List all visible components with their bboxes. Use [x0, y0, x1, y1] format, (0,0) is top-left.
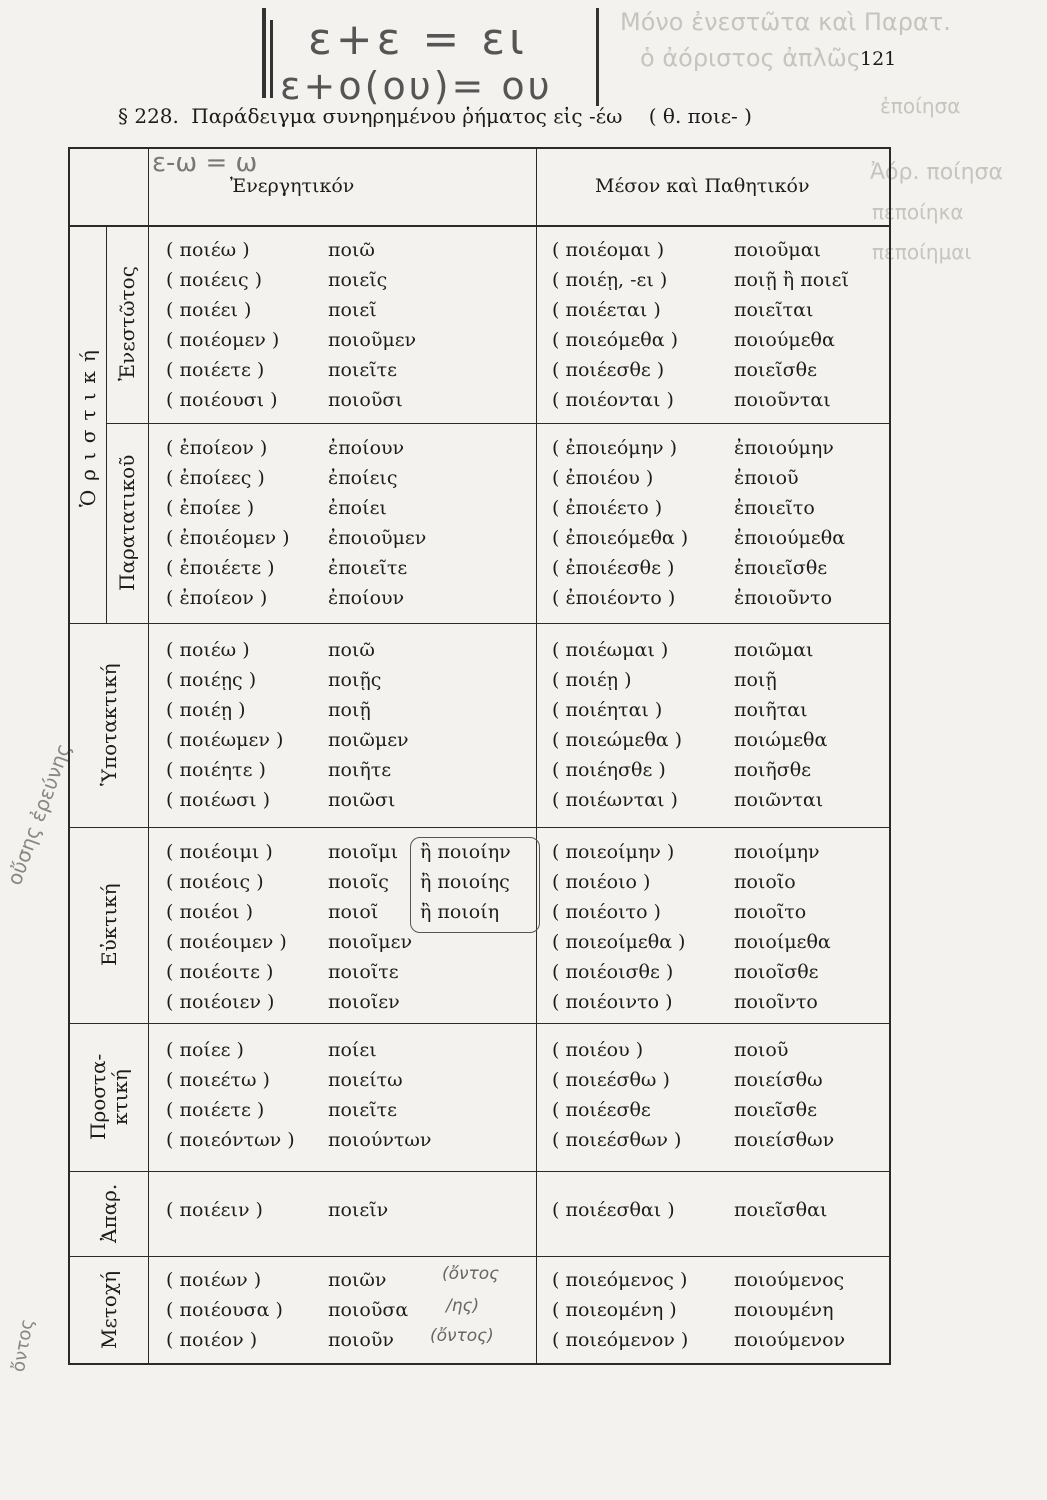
subjunctive-middle-uncontracted-cell: ( ποιέῃ )	[552, 669, 632, 691]
present-active-contracted-cell: ποιεῖς	[328, 269, 388, 291]
imperative-active-uncontracted-cell: ( ποιέετε )	[166, 1099, 265, 1121]
optative-active-uncontracted-cell: ( ποιέοιτε )	[166, 961, 274, 983]
present-active-uncontracted-cell: ( ποιέομεν )	[166, 329, 280, 351]
participle-middle-uncontracted-cell: ( ποιεόμενον )	[552, 1329, 689, 1351]
subjunctive-middle-uncontracted-cell: ( ποιέωμαι )	[552, 639, 669, 661]
imperfect-middle-uncontracted-cell: ( ἐποιεόμεθα )	[552, 527, 689, 549]
optative-middle-uncontracted-cell: ( ποιέοιο )	[552, 871, 651, 893]
label-imperative: Προστα- κτική	[86, 1053, 132, 1141]
section-number: § 228.	[118, 104, 179, 128]
optative-active-uncontracted-cell: ( ποιέοις )	[166, 871, 264, 893]
imperfect-active-uncontracted-cell: ( ἐποίεε )	[166, 497, 255, 519]
imperative-middle-uncontracted-cell: ( ποιεέσθω )	[552, 1069, 670, 1091]
label-infinitive: Ἀπαρ.	[97, 1183, 121, 1244]
imperfect-middle-contracted-cell: ἐποιοῦντο	[734, 587, 833, 609]
imperfect-middle-uncontracted-cell: ( ἐποιέετο )	[552, 497, 663, 519]
row-divider	[70, 1171, 889, 1172]
imperative-active-uncontracted-cell: ( ποίεε )	[166, 1039, 244, 1061]
imperative-active-uncontracted-cell: ( ποιεόντων )	[166, 1129, 295, 1151]
subjunctive-middle-contracted-cell: ποιώμεθα	[734, 729, 828, 751]
subjunctive-middle-contracted-cell: ποιῇ	[734, 669, 777, 691]
participle-middle-contracted-cell: ποιούμενος	[734, 1269, 845, 1291]
imperative-middle-uncontracted-cell: ( ποιεέσθων )	[552, 1129, 682, 1151]
optative-middle-uncontracted-cell: ( ποιεοίμεθα )	[552, 931, 686, 953]
imperfect-middle-contracted-cell: ἐποιούμεθα	[734, 527, 846, 549]
optative-middle-contracted-cell: ποιοίμεθα	[734, 931, 831, 953]
subjunctive-middle-contracted-cell: ποιῶμαι	[734, 639, 814, 661]
subjunctive-active-uncontracted-cell: ( ποιέωμεν )	[166, 729, 284, 751]
imperative-active-contracted-cell: ποίει	[328, 1039, 377, 1061]
imperfect-active-contracted-cell: ἐποίουν	[328, 587, 405, 609]
handwritten-bar-left	[262, 8, 266, 98]
faint-handwriting: πεποίηκα	[872, 200, 964, 224]
faint-handwriting: οὔσης ἐρεύνης	[2, 740, 76, 889]
optative-active-contracted-cell: ποιοῖς	[328, 871, 389, 893]
present-middle-uncontracted-cell: ( ποιεόμεθα )	[552, 329, 679, 351]
imperfect-active-uncontracted-cell: ( ἐποιέετε )	[166, 557, 275, 579]
imperative-active-contracted-cell: ποιούντων	[328, 1129, 432, 1151]
page-number: 121	[860, 48, 897, 70]
handwritten-participle-note: (ὄντος	[442, 1264, 500, 1284]
optative-active-contracted-cell: ποιοῖεν	[328, 991, 400, 1013]
faint-handwriting: πεποίημαι	[872, 240, 972, 264]
middle-passive-header: Μέσον καὶ Παθητικόν	[595, 175, 810, 197]
imperative-active-contracted-cell: ποιεῖτε	[328, 1099, 398, 1121]
section-title: Παράδειγμα συνηρημένου ῥήματος εἰς -έω	[191, 104, 623, 128]
imperfect-active-contracted-cell: ἐποίεις	[328, 467, 398, 489]
imperfect-middle-uncontracted-cell: ( ἐποιέου )	[552, 467, 654, 489]
subjunctive-active-uncontracted-cell: ( ποιέητε )	[166, 759, 266, 781]
present-middle-contracted-cell: ποιεῖσθε	[734, 359, 817, 381]
imperative-middle-uncontracted-cell: ( ποιέου )	[552, 1039, 644, 1061]
subjunctive-middle-uncontracted-cell: ( ποιέησθε )	[552, 759, 666, 781]
row-divider	[70, 623, 889, 624]
optative-active-uncontracted-cell: ( ποιέοιμι )	[166, 841, 273, 863]
present-middle-uncontracted-cell: ( ποιέομαι )	[552, 239, 665, 261]
handwritten-omega-rule: ε-ω = ω	[152, 148, 258, 178]
present-middle-uncontracted-cell: ( ποιέεται )	[552, 299, 661, 321]
subjunctive-active-contracted-cell: ποιῇ	[328, 699, 371, 721]
optative-active-contracted-cell: ποιοῖμι	[328, 841, 399, 863]
row-divider	[70, 1023, 889, 1024]
optative-middle-contracted-cell: ποιοῖο	[734, 871, 796, 893]
faint-handwriting: Ἀόρ. ποίησα	[870, 160, 1003, 185]
imperative-active-contracted-cell: ποιείτω	[328, 1069, 403, 1091]
subjunctive-middle-uncontracted-cell: ( ποιέηται )	[552, 699, 663, 721]
present-middle-uncontracted-cell: ( ποιέῃ, -ει )	[552, 269, 668, 291]
subjunctive-active-contracted-cell: ποιῶμεν	[328, 729, 409, 751]
participle-middle-uncontracted-cell: ( ποιεόμενος )	[552, 1269, 688, 1291]
present-active-contracted-cell: ποιεῖ	[328, 299, 377, 321]
infinitive-active-uncontracted-cell: ( ποιέειν )	[166, 1199, 263, 1221]
faint-handwriting: Μόνο ἐνεστῶτα καὶ Παρατ.	[620, 8, 951, 36]
optative-alternative-form: ἢ ποιοίης	[420, 871, 510, 893]
subjunctive-active-uncontracted-cell: ( ποιέω )	[166, 639, 250, 661]
optative-middle-contracted-cell: ποιοῖσθε	[734, 961, 819, 983]
optative-middle-contracted-cell: ποιοίμην	[734, 841, 820, 863]
handwritten-bar-right	[596, 8, 599, 106]
label-participle: Μετοχή	[97, 1270, 121, 1349]
imperative-active-uncontracted-cell: ( ποιεέτω )	[166, 1069, 270, 1091]
imperative-middle-uncontracted-cell: ( ποιέεσθε	[552, 1099, 651, 1121]
subjunctive-active-uncontracted-cell: ( ποιέῃ )	[166, 699, 246, 721]
participle-active-contracted-cell: ποιοῦν	[328, 1329, 394, 1351]
subjunctive-middle-contracted-cell: ποιῆσθε	[734, 759, 812, 781]
imperfect-middle-uncontracted-cell: ( ἐποιέεσθε )	[552, 557, 675, 579]
handwritten-formula-contraction-2: ε+ο(ου)= ου	[280, 64, 553, 108]
label-present: Ἐνεστῶτος	[115, 266, 139, 382]
participle-active-uncontracted-cell: ( ποιέουσα )	[166, 1299, 283, 1321]
imperfect-active-uncontracted-cell: ( ἐποιέομεν )	[166, 527, 290, 549]
present-middle-uncontracted-cell: ( ποιέονται )	[552, 389, 674, 411]
active-voice-header: Ἐνεργητικόν	[230, 175, 355, 197]
optative-active-uncontracted-cell: ( ποιέοι )	[166, 901, 254, 923]
imperfect-middle-contracted-cell: ἐποιοῦ	[734, 467, 799, 489]
optative-active-contracted-cell: ποιοῖμεν	[328, 931, 413, 953]
row-divider	[70, 1256, 889, 1257]
theme-label: ( θ. ποιε- )	[648, 104, 752, 128]
optative-alternative-form: ἢ ποιοίην	[420, 841, 511, 863]
present-middle-uncontracted-cell: ( ποιέεσθε )	[552, 359, 665, 381]
imperfect-active-uncontracted-cell: ( ἐποίεον )	[166, 437, 268, 459]
infinitive-middle-contracted-cell: ποιεῖσθαι	[734, 1199, 828, 1221]
faint-handwriting: ὁ ἀόριστος ἀπλῶς	[640, 44, 861, 72]
imperfect-middle-contracted-cell: ἐποιεῖτο	[734, 497, 815, 519]
label-subjunctive: Ὑποτακτική	[97, 663, 121, 787]
participle-middle-contracted-cell: ποιουμένη	[734, 1299, 834, 1321]
present-active-uncontracted-cell: ( ποιέω )	[166, 239, 250, 261]
subjunctive-active-uncontracted-cell: ( ποιέῃς )	[166, 669, 257, 691]
present-middle-contracted-cell: ποιεῖται	[734, 299, 814, 321]
paradigm-table	[68, 147, 891, 1365]
participle-active-contracted-cell: ποιῶν	[328, 1269, 387, 1291]
optative-active-contracted-cell: ποιοῖτε	[328, 961, 399, 983]
mood-column-divider	[148, 149, 149, 1363]
imperative-middle-contracted-cell: ποιεῖσθε	[734, 1099, 817, 1121]
imperfect-active-contracted-cell: ἐποιεῖτε	[328, 557, 408, 579]
handwritten-participle-note: /ης)	[446, 1296, 480, 1316]
optative-active-uncontracted-cell: ( ποιέοιμεν )	[166, 931, 287, 953]
imperfect-active-contracted-cell: ἐποίουν	[328, 437, 405, 459]
optative-middle-contracted-cell: ποιοῖτο	[734, 901, 807, 923]
subjunctive-middle-contracted-cell: ποιῆται	[734, 699, 808, 721]
optative-middle-uncontracted-cell: ( ποιέοιτο )	[552, 901, 661, 923]
subjunctive-active-contracted-cell: ποιῆτε	[328, 759, 392, 781]
imperfect-active-uncontracted-cell: ( ἐποίεες )	[166, 467, 265, 489]
optative-middle-uncontracted-cell: ( ποιέοιντο )	[552, 991, 673, 1013]
participle-middle-uncontracted-cell: ( ποιεομένη )	[552, 1299, 677, 1321]
table-header	[70, 149, 889, 227]
subjunctive-middle-uncontracted-cell: ( ποιέωνται )	[552, 789, 678, 811]
subjunctive-active-contracted-cell: ποιῶσι	[328, 789, 396, 811]
present-active-uncontracted-cell: ( ποιέουσι )	[166, 389, 278, 411]
participle-active-uncontracted-cell: ( ποιέον )	[166, 1329, 258, 1351]
imperfect-active-contracted-cell: ἐποίει	[328, 497, 387, 519]
imperative-middle-contracted-cell: ποιοῦ	[734, 1039, 789, 1061]
imperfect-active-contracted-cell: ἐποιοῦμεν	[328, 527, 427, 549]
infinitive-active-contracted-cell: ποιεῖν	[328, 1199, 389, 1221]
imperfect-middle-uncontracted-cell: ( ἐποιέοντο )	[552, 587, 676, 609]
voice-column-divider	[536, 149, 537, 1363]
faint-handwriting: ἐποίησα	[880, 94, 961, 118]
handwritten-formula-contraction-1: ε+ε = ει	[308, 14, 528, 65]
present-active-uncontracted-cell: ( ποιέει )	[166, 299, 252, 321]
present-active-contracted-cell: ποιοῦμεν	[328, 329, 417, 351]
handwritten-participle-note: (ὄντος)	[430, 1326, 494, 1346]
optative-middle-contracted-cell: ποιοῖντο	[734, 991, 818, 1013]
subjunctive-active-contracted-cell: ποιῇς	[328, 669, 382, 691]
present-middle-contracted-cell: ποιούμεθα	[734, 329, 835, 351]
present-active-uncontracted-cell: ( ποιέετε )	[166, 359, 265, 381]
participle-active-uncontracted-cell: ( ποιέων )	[166, 1269, 262, 1291]
imperfect-middle-contracted-cell: ἐποιούμην	[734, 437, 834, 459]
present-active-contracted-cell: ποιῶ	[328, 239, 375, 261]
imperfect-active-uncontracted-cell: ( ἐποίεον )	[166, 587, 268, 609]
present-active-uncontracted-cell: ( ποιέεις )	[166, 269, 263, 291]
present-middle-contracted-cell: ποιῇ ἢ ποιεῖ	[734, 269, 849, 291]
present-middle-contracted-cell: ποιοῦνται	[734, 389, 831, 411]
optative-middle-uncontracted-cell: ( ποιέοισθε )	[552, 961, 674, 983]
present-active-contracted-cell: ποιεῖτε	[328, 359, 398, 381]
optative-active-contracted-cell: ποιοῖ	[328, 901, 379, 923]
imperative-middle-contracted-cell: ποιείσθω	[734, 1069, 823, 1091]
imperfect-middle-uncontracted-cell: ( ἐποιεόμην )	[552, 437, 678, 459]
imperative-middle-contracted-cell: ποιείσθων	[734, 1129, 835, 1151]
infinitive-middle-uncontracted-cell: ( ποιέεσθαι )	[552, 1199, 675, 1221]
faint-handwriting: ὄντος	[8, 1317, 38, 1374]
optative-active-uncontracted-cell: ( ποιέοιεν )	[166, 991, 275, 1013]
present-middle-contracted-cell: ποιοῦμαι	[734, 239, 821, 261]
label-indicative: Ὁριστική	[76, 341, 100, 507]
label-imperfect: Παρατατικοῦ	[115, 454, 139, 592]
section-heading	[118, 104, 752, 128]
subjunctive-active-uncontracted-cell: ( ποιέωσι )	[166, 789, 271, 811]
participle-middle-contracted-cell: ποιούμενον	[734, 1329, 846, 1351]
optative-middle-uncontracted-cell: ( ποιεοίμην )	[552, 841, 675, 863]
subjunctive-middle-uncontracted-cell: ( ποιεώμεθα )	[552, 729, 683, 751]
participle-active-contracted-cell: ποιοῦσα	[328, 1299, 409, 1321]
subjunctive-middle-contracted-cell: ποιῶνται	[734, 789, 824, 811]
optative-alternative-form: ἢ ποιοίη	[420, 901, 500, 923]
label-optative: Εὐκτική	[97, 883, 121, 967]
handwritten-bar-left-2	[270, 20, 273, 98]
imperfect-middle-contracted-cell: ἐποιεῖσθε	[734, 557, 828, 579]
row-divider	[70, 827, 889, 828]
present-active-contracted-cell: ποιοῦσι	[328, 389, 403, 411]
subjunctive-active-contracted-cell: ποιῶ	[328, 639, 375, 661]
row-divider	[106, 423, 889, 424]
